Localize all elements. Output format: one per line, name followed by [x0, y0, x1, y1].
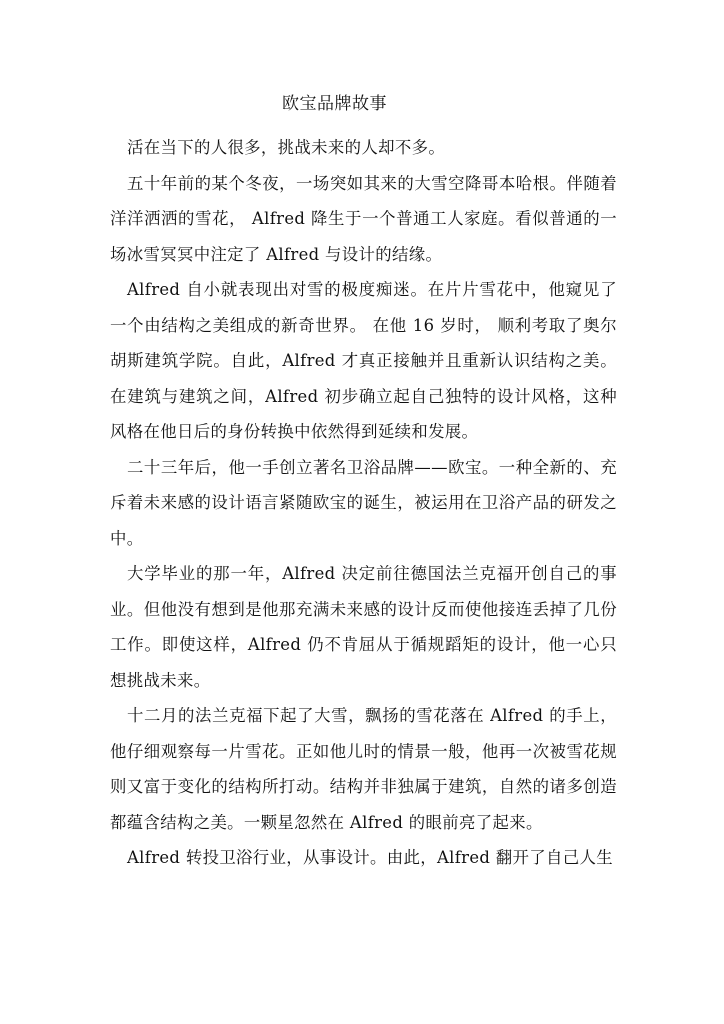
paragraph-2: 五十年前的某个冬夜，一场突如其来的大雪空降哥本哈根。伴随着洋洋洒洒的雪花， Alfred 降生于一个普通工人家庭。看似普通的一场冰雪冥冥中注定了 Alfred 与设计的结缘。	[110, 173, 617, 264]
paragraph-4: 二十三年后，他一手创立著名卫浴品牌——欧宝。一种全新的、充斥着未来感的设计语言紧随欧宝的诞生，被运用在卫浴产品的研发之中。	[110, 457, 617, 548]
paragraph-7: Alfred 转投卫浴行业，从事设计。由此，Alfred 翻开了自己人生	[127, 848, 613, 867]
paragraph-5: 大学毕业的那一年，Alfred 决定前往德国法兰克福开创自己的事业。但他没有想到是他那充满未来感的设计反而使他接连丢掉了几份工作。即使这样，Alfred 仍不肯屈从于循规蹈矩的设计，他一心只想挑战未来。	[110, 564, 617, 690]
paragraph-3: Alfred 自小就表现出对雪的极度痴迷。在片片雪花中，他窥见了一个由结构之美组成的新奇世界。 在他 16 岁时， 顺利考取了奥尔胡斯建筑学院。自此，Alfred 才真正接触并且重新认识结构之美。在建筑与建筑之间，Alfred 初步确立起自己独特的设计风格，这种风格在他日后的身份转换中依然得到延续和发展。	[110, 280, 617, 441]
document-title: 欧宝品牌故事	[282, 94, 387, 114]
paragraph-1: 活在当下的人很多，挑战未来的人却不多。	[127, 138, 446, 157]
document-body	[110, 130, 617, 876]
paragraph-6: 十二月的法兰克福下起了大雪，飘扬的雪花落在 Alfred 的手上，他仔细观察每一片雪花。正如他儿时的情景一般，他再一次被雪花规则又富于变化的结构所打动。结构并非独属于建筑，自然的诸多创造都蕴含结构之美。一颗星忽然在 Alfred 的眼前亮了起来。	[110, 706, 617, 832]
